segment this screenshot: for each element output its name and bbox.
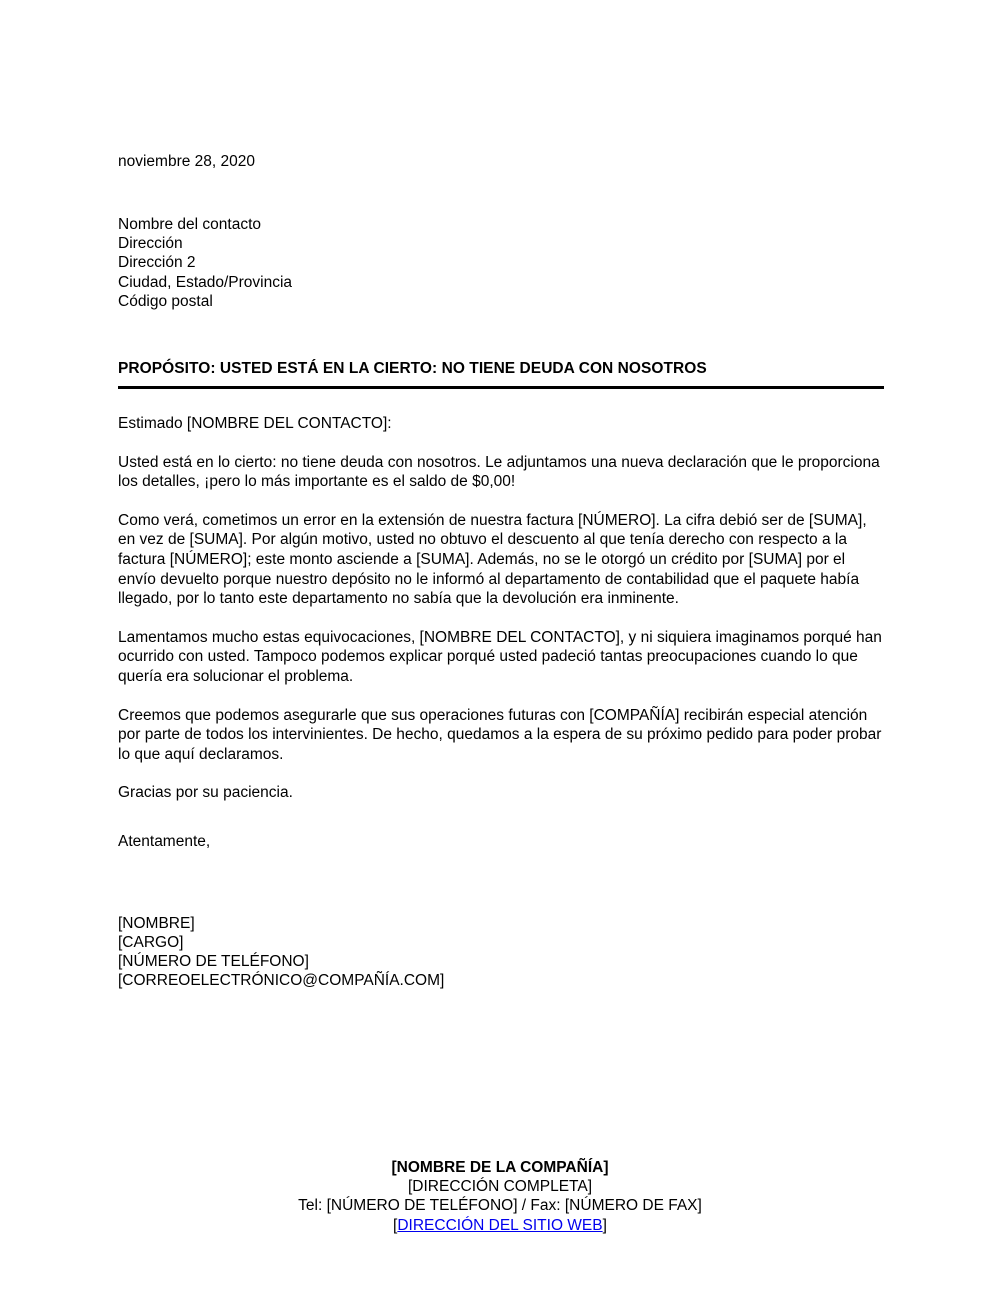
paragraph-3: Lamentamos mucho estas equivocaciones, [NOMBRE DEL CONTACTO], y ni siquiera imaginamos porqué han ocurrido con usted. Tampoco podemos explicar porqué usted padeció tantas preocupaciones cuando lo que quería era solucionar el problema. — [118, 628, 882, 685]
subject-heading: PROPÓSITO: USTED ESTÁ EN LA CIERTO: NO TIENE DEUDA CON NOSOTROS — [118, 360, 707, 378]
recipient-address-block — [118, 215, 884, 311]
signature-name: [NOMBRE] — [118, 914, 195, 932]
page-footer — [0, 1158, 1000, 1235]
salutation: Estimado [NOMBRE DEL CONTACTO]: — [118, 415, 392, 433]
signature-phone: [NÚMERO DE TELÉFONO] — [118, 952, 309, 970]
paragraph-4: Creemos que podemos asegurarle que sus operaciones futuras con [COMPAÑÍA] recibirán especial atención por parte de todos los intervinientes. De hecho, quedamos a la espera de su próximo pedido para poder probar lo que aquí declaramos. — [118, 706, 882, 763]
paragraph-1: Usted está en lo cierto: no tiene deuda con nosotros. Le adjuntamos una nueva declaración que le proporciona los detalles, ¡pero lo más importante es el saldo de $0,00! — [118, 453, 880, 491]
closing-salutation: Atentamente, — [118, 832, 211, 850]
website-link[interactable]: DIRECCIÓN DEL SITIO WEB — [397, 1216, 603, 1234]
address-line-street-2: Dirección 2 — [118, 254, 196, 272]
signature-title: [CARGO] — [118, 933, 184, 951]
subject-divider-rule — [118, 386, 884, 389]
bracket-open: [ — [393, 1216, 398, 1234]
paragraph-2: Como verá, cometimos un error en la extensión de nuestra factura [NÚMERO]. La cifra debió ser de [SUMA], en vez de [SUMA]. Por algún motivo, usted no obtuvo el descuento al que tenía derecho con respecto a la factura [NÚMERO]; este monto asciende a [SUMA]. Además, no se le otorgó un crédito por [SUMA] por el envío devuelto porque nuestro depósito no le informó al departamento de contabilidad que el paquete había llegado, por lo tanto este departamento no sabía que la devolución era inminente. — [118, 511, 867, 608]
paragraph-5: Gracias por su paciencia. — [118, 784, 293, 802]
signature-block — [118, 914, 884, 991]
address-line-name: Nombre del contacto — [118, 216, 262, 233]
address-line-city-state: Ciudad, Estado/Provincia — [118, 273, 293, 291]
bracket-close: ] — [602, 1216, 607, 1234]
letter-body — [118, 152, 884, 990]
address-line-street: Dirección — [118, 235, 183, 253]
letter-content — [118, 414, 884, 803]
address-line-postal-code: Código postal — [118, 292, 213, 310]
footer-website-line — [0, 1216, 1000, 1235]
footer-address: [DIRECCIÓN COMPLETA] — [407, 1178, 592, 1196]
subject-section — [118, 359, 884, 389]
footer-company-name: [NOMBRE DE LA COMPAÑÍA] — [391, 1159, 609, 1176]
signature-email: [CORREOELECTRÓNICO@COMPAÑÍA.COM] — [118, 972, 445, 990]
letter-date: noviembre 28, 2020 — [118, 153, 256, 170]
footer-phone-fax: Tel: [NÚMERO DE TELÉFONO] / Fax: [NÚMERO DE FAX] — [298, 1197, 702, 1215]
